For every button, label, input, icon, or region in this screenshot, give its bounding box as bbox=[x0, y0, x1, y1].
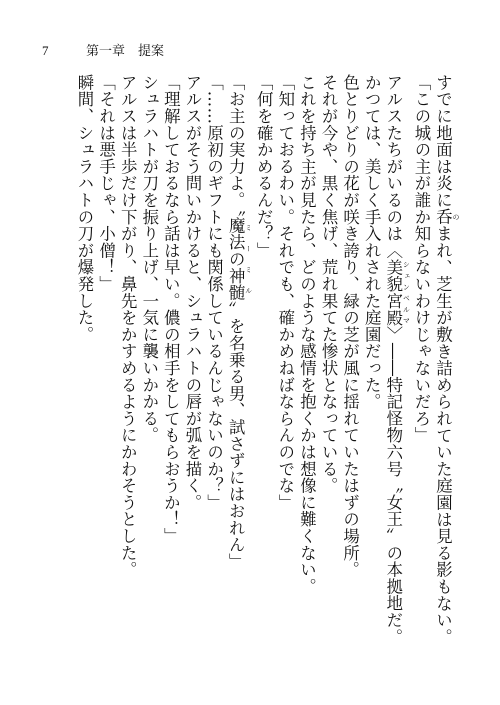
ruby-base: 呑 bbox=[433, 208, 453, 226]
text-line bbox=[382, 74, 410, 664]
text-line bbox=[225, 74, 253, 664]
text-line: 「……原初のギフトにも関係しているんじゃないのか？」 bbox=[204, 74, 224, 511]
text-line: アルスは半歩だけ下がり、鼻先をかすめるようにかわそうとした。 bbox=[118, 74, 138, 578]
text-line: シュラハトが刀を振り上げ、一気に襲いかかる。 bbox=[139, 74, 159, 444]
text-line: アルスがそう問いかけると、シュラハトの唇が弧を描く。 bbox=[182, 74, 202, 511]
ruby-shenberma bbox=[383, 258, 411, 327]
text-line bbox=[432, 74, 460, 664]
chapter-title: 第一章 提案 bbox=[86, 43, 165, 58]
text-line: 「この城の主が誰か知らないわけじゃないだろ」 bbox=[411, 74, 431, 444]
text-segment: 〟を名乗る男、試さずにはおれん」 bbox=[226, 301, 246, 570]
running-header bbox=[42, 40, 282, 59]
text-line: 「知っておるわい。それでも、確かめねばならんのでな」 bbox=[275, 74, 295, 511]
text-line: 「何を確かめるんだ？」 bbox=[254, 74, 274, 259]
vertical-body-text bbox=[40, 74, 460, 664]
text-segment: まれ、芝生が敷き詰められていた庭園は見る影もない。 bbox=[433, 225, 453, 646]
text-line: かつては、美しく手入れされた庭園だった。 bbox=[362, 74, 382, 410]
ruby-mimiru bbox=[226, 217, 253, 301]
text-segment: 「お主の実力よ。〝 bbox=[226, 74, 246, 217]
text-segment: アルスたちがいるのは〈 bbox=[383, 74, 403, 259]
text-line: 瞬間、シュラハトの刀が爆発した。 bbox=[75, 74, 94, 343]
text-line: これを持ち主が見たら、どのような感情を抱くかは想像に難くない。 bbox=[297, 74, 317, 595]
text-line: 「理解しておるなら話は早い。儂の相手をしてもらおうか！」 bbox=[161, 74, 181, 545]
ruby-reading: ミーミル bbox=[244, 217, 253, 301]
text-segment: 〉――特記怪物六号〝女王〟の本拠地だ。 bbox=[383, 326, 403, 646]
ruby-base: 美貌宮殿 bbox=[383, 258, 403, 327]
text-line: 色とりどりの花が咲き誇り、緑の芝が風に揺れていたはずの場所。 bbox=[340, 74, 360, 578]
text-line: 「それは悪手じゃ、小僧！」 bbox=[96, 74, 116, 293]
page-number: 7 bbox=[42, 43, 49, 58]
ruby-reading: シェンベルマ bbox=[402, 258, 411, 327]
text-segment: すでに地面は炎に bbox=[433, 74, 453, 209]
ruby-reading: の bbox=[452, 208, 460, 226]
text-line: それが今や、黒く焦げ、荒れ果てた惨状となっている。 bbox=[319, 74, 339, 494]
ruby-nomareru bbox=[433, 208, 460, 226]
ruby-base: 魔法の神髄 bbox=[226, 217, 246, 301]
